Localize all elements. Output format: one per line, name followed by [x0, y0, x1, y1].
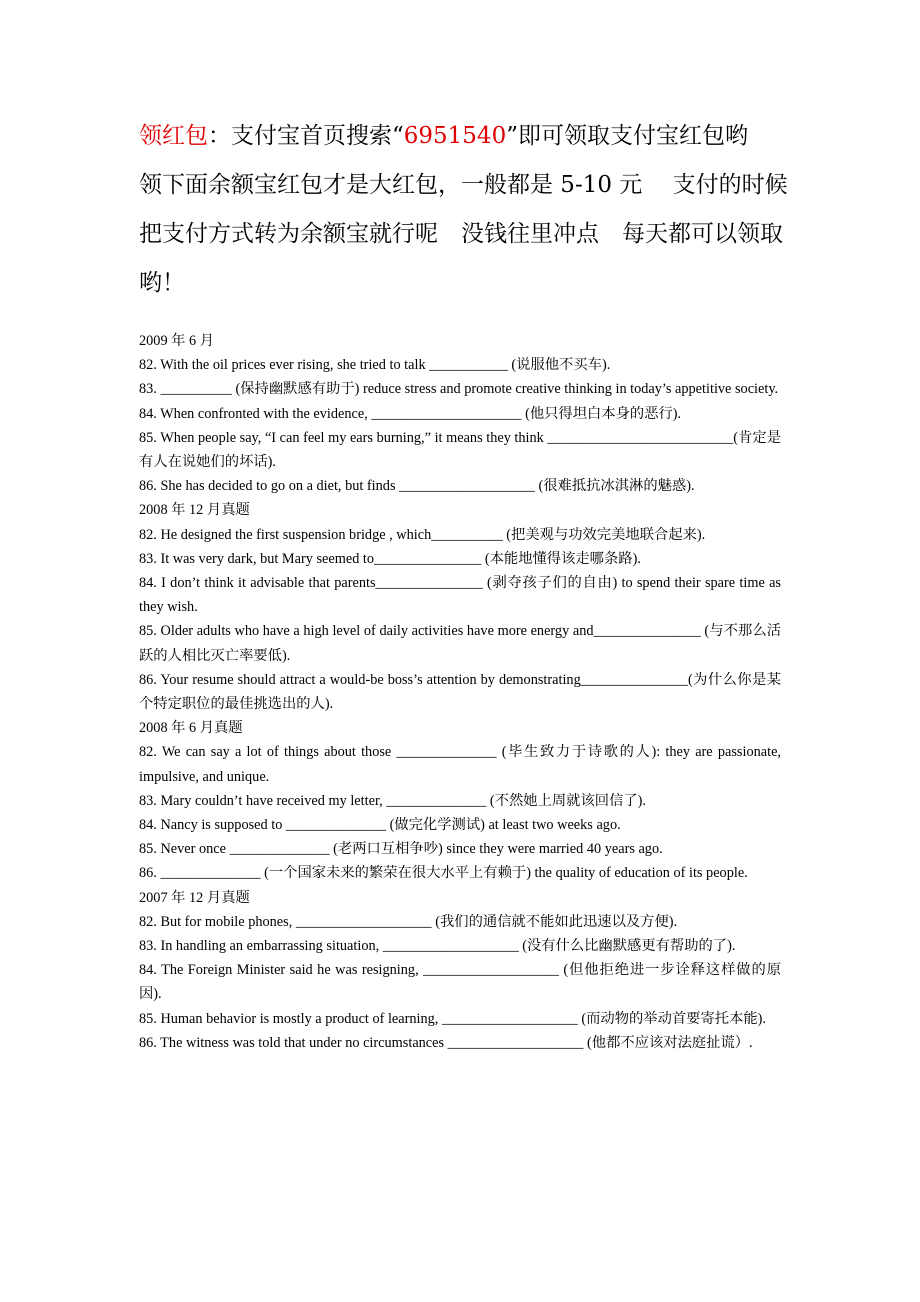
promo-line-1-a: 支付宝首页搜索“	[231, 123, 404, 149]
section-heading: 2007 年 12 月真题	[139, 889, 250, 906]
exercise-item: 83. Mary couldn’t have received my letter, ______________ (不然她上周就该回信了).	[139, 792, 647, 809]
exercise-item: 84. The Foreign Minister said he was resigning, ___________________ (但他拒绝进一步诠释这样做的原因).	[139, 962, 781, 1003]
section-heading: 2009 年 6 月	[139, 333, 215, 349]
section-heading: 2008 年 6 月真题	[139, 720, 243, 737]
section-heading: 2008 年 12 月真题	[139, 502, 250, 519]
promo-line-1	[139, 112, 789, 161]
exercise-item: 85. Older adults who have a high level of daily activities have more energy and_______________ (与不那么活跃的人相比灭亡率要低).	[139, 623, 781, 664]
exercise-item: 82. With the oil prices ever rising, she tried to talk ___________ (说服他不买车).	[139, 357, 611, 374]
promo-line-1-b: ”即可领取支付宝红包哟	[506, 123, 748, 149]
promo-line-2: 领下面余额宝红包才是大红包，一般都是 5-10 元 支付的时候	[139, 172, 788, 198]
exercise-item: 82. But for mobile phones, ___________________ (我们的通信就不能如此迅速以及方便).	[139, 913, 678, 930]
promo-colon: ：	[208, 123, 231, 149]
exercise-item: 85. Never once ______________ (老两口互相争吵) since they were married 40 years ago.	[139, 841, 663, 858]
exercise-item: 85. Human behavior is mostly a product of learning, ___________________ (而动物的举动首要寄托本能).	[139, 1010, 767, 1027]
exercise-item: 86. ______________ (一个国家未来的繁荣在很大水平上有赖于) the quality of education of its people.	[139, 865, 748, 882]
exercise-item: 86. She has decided to go on a diet, but finds ___________________ (很难抵抗冰淇淋的魅惑).	[139, 478, 695, 495]
promo-line-4: 哟！	[139, 270, 185, 296]
exercise-item: 82. He designed the first suspension bridge , which__________ (把美观与功效完美地联合起来).	[139, 526, 706, 543]
exercise-item: 83. __________ (保持幽默感有助于) reduce stress and promote creative thinking in today’s appetitive society.	[139, 381, 779, 398]
exercise-item: 84. Nancy is supposed to ______________ (做完化学测试) at least two weeks ago.	[139, 817, 621, 834]
promo-label: 领红包	[139, 123, 208, 149]
exercise-item: 83. In handling an embarrassing situation, ___________________ (没有什么比幽默感更有帮助的了).	[139, 938, 736, 955]
exercise-item: 84. I don’t think it advisable that parents_______________ (剥夺孩子们的自由) to spend their spare time as they wish.	[139, 575, 781, 616]
exercise-item: 82. We can say a lot of things about those ______________ (毕生致力于诗歌的人): they are passionate, impulsive, and unique.	[139, 744, 781, 785]
exercise-item: 84. When confronted with the evidence, _____________________ (他只得坦白本身的恶行).	[139, 405, 682, 422]
promo-code: 6951540	[403, 123, 507, 149]
exercise-item: 86. Your resume should attract a would-be boss’s attention by demonstrating_______________(为什么你是某个特定职位的最佳挑选出的人).	[139, 671, 781, 713]
exercise-list	[139, 329, 781, 1055]
promo-block	[139, 112, 789, 308]
exercise-item: 83. It was very dark, but Mary seemed to_______________ (本能地懂得该走哪条路).	[139, 550, 641, 567]
exercise-item: 85. When people say, “I can feel my ears burning,” it means they think __________________________(肯定是有人在说她们的坏话).	[139, 429, 781, 471]
exercise-item: 86. The witness was told that under no circumstances ___________________ (他都不应该对法庭扯谎）.	[139, 1034, 753, 1051]
promo-line-3: 把支付方式转为余额宝就行呢 没钱往里冲点 每天都可以领取	[139, 221, 783, 247]
